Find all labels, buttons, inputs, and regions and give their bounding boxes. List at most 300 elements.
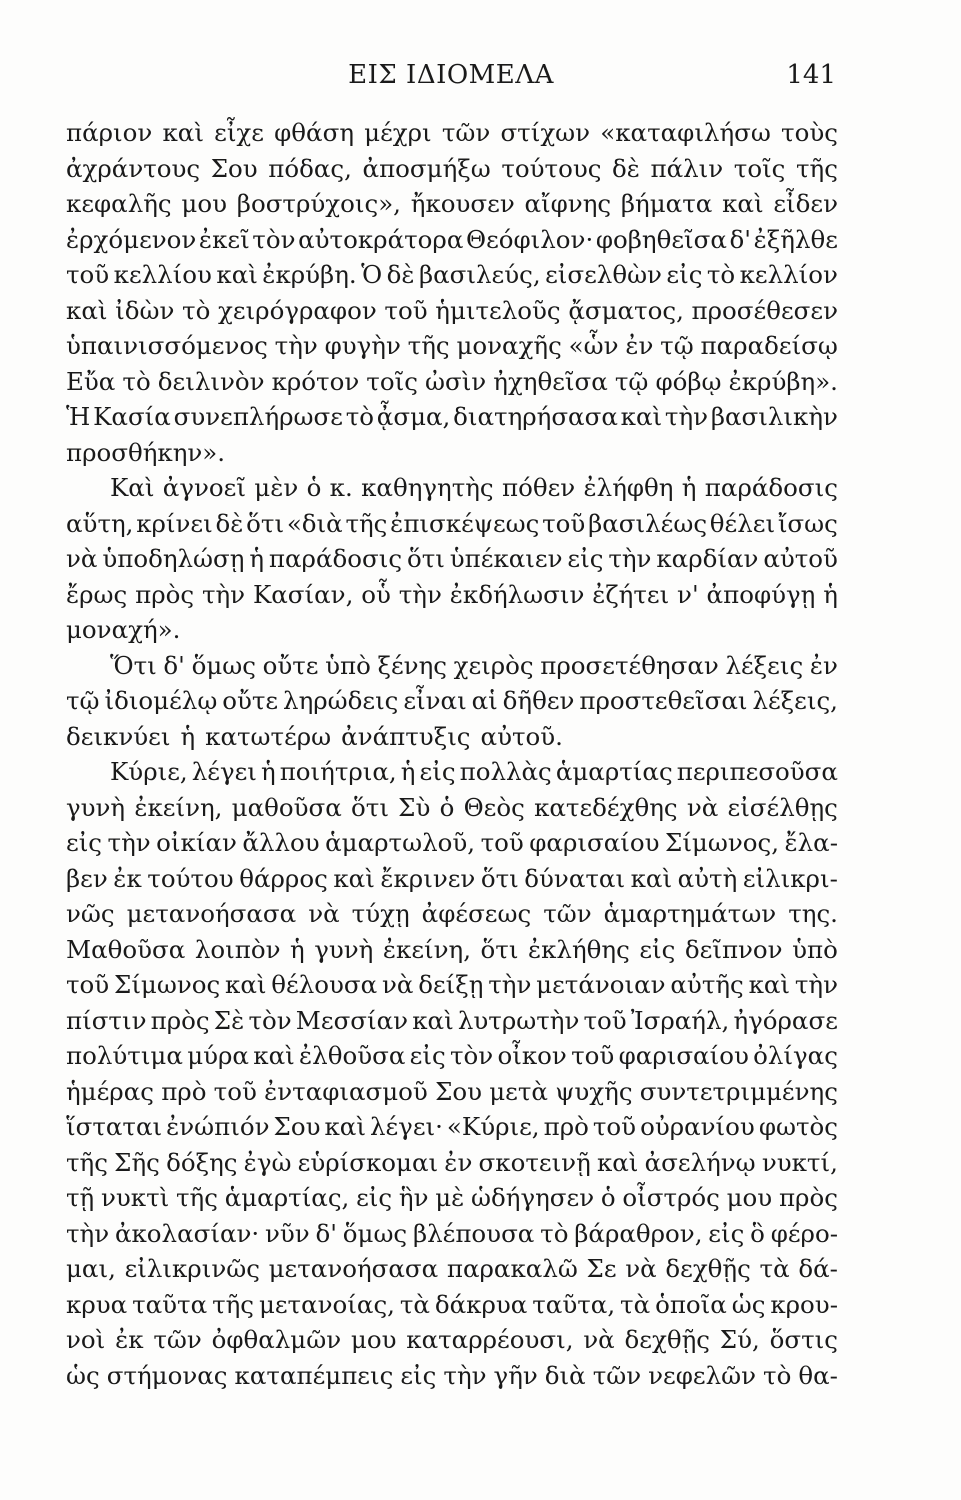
word: τοῦ <box>384 295 428 325</box>
word: ἡ <box>249 544 265 573</box>
word: καὶ <box>722 189 764 218</box>
word: εἰς <box>666 260 703 289</box>
word: θέλουσα <box>271 970 378 999</box>
word: προσέθεσεν <box>691 295 838 325</box>
word: νυκτὶ <box>100 1183 170 1212</box>
word: ἁμαρτωλοῦ, <box>325 828 476 857</box>
word: νῦν <box>264 1218 310 1248</box>
word: κρίνει <box>136 508 213 538</box>
word: πάλιν <box>650 153 724 183</box>
word: Σε <box>586 1254 617 1283</box>
word: ἐκ <box>115 1325 144 1354</box>
word: τῆς <box>176 1183 218 1212</box>
word: τὴν <box>488 970 532 999</box>
word: καρδίαν <box>656 544 759 573</box>
word: εἰς <box>409 1041 446 1070</box>
word: μετανοήσασα <box>268 1254 439 1283</box>
word: κελλίον <box>739 260 838 289</box>
text-line <box>66 186 838 222</box>
word: ἐκλήθης <box>527 934 630 964</box>
word: βεν <box>66 863 108 893</box>
word: θέλει <box>709 508 776 538</box>
word: ὑπαινισσόμενος <box>66 331 268 360</box>
word: δεῖπνον <box>684 934 783 964</box>
word: ἐκδήλωσιν <box>449 579 585 609</box>
word: εἰσελθὼν <box>545 260 662 289</box>
word: καὶ <box>225 970 267 999</box>
word: οὗ <box>361 579 391 609</box>
word: μετανοίας, <box>258 1289 395 1319</box>
word: διὰ <box>544 1360 586 1390</box>
word: δεχθῇς <box>665 1254 751 1283</box>
word: οὔτε <box>222 686 279 715</box>
word: τοῦ <box>213 1076 257 1106</box>
word: νὰ <box>66 544 98 573</box>
word: ἡ <box>290 934 305 964</box>
word: εἶδεν <box>773 189 838 218</box>
word: φθάση <box>274 118 354 147</box>
word: τοῦ <box>480 828 524 857</box>
text-line <box>66 1358 838 1394</box>
word: πρὸς <box>135 579 195 609</box>
word: ἵσταται <box>66 1112 163 1141</box>
word: τὰ <box>620 1289 651 1319</box>
word: μου <box>726 1183 773 1212</box>
word: καὶ <box>216 260 258 289</box>
word: ὃ <box>750 1218 765 1248</box>
word: ν' <box>677 579 699 609</box>
word: φαρισαίου <box>529 828 660 857</box>
word: φόβῳ <box>655 366 722 396</box>
word: καὶ <box>162 118 204 147</box>
page-header <box>66 54 836 94</box>
word: εἰς <box>66 828 103 857</box>
word: ᾆσμα, <box>376 402 451 431</box>
word: μετὰ <box>489 1076 548 1106</box>
word: ἡ <box>823 579 838 609</box>
word: ἴσως <box>777 508 838 538</box>
word: δ' <box>163 650 185 680</box>
text-line <box>66 683 838 719</box>
word: ἐκείνη, <box>134 792 223 822</box>
word: ἡμέρας <box>66 1076 154 1106</box>
word: ἀφέσεως <box>421 899 532 928</box>
word: καταπέμπεις <box>234 1360 394 1390</box>
word: μύρα <box>187 1041 249 1070</box>
word: εἶναι <box>403 686 467 715</box>
word: φοβηθεῖσα <box>595 224 727 254</box>
word: Σίμωνος <box>114 970 221 999</box>
word: τὴν <box>274 331 318 360</box>
word: τῆς <box>212 1289 255 1319</box>
word: τὰ <box>399 1289 430 1319</box>
word: χειρόγραφον <box>218 295 377 325</box>
text-line <box>66 1251 838 1287</box>
word: τῆς <box>795 153 838 183</box>
word: αὐτοῦ. <box>480 721 563 751</box>
word: τοῦ <box>542 508 586 538</box>
word: πρὸ <box>161 1076 207 1106</box>
word: καὶ <box>324 1112 366 1141</box>
text-line <box>66 1145 838 1181</box>
word: ἐκρύβη. <box>262 260 357 289</box>
word: λέξεις <box>725 650 804 680</box>
word: ἀποσμήξω <box>362 153 491 183</box>
word: καταρρέουσι, <box>406 1325 574 1354</box>
text-line <box>66 541 838 577</box>
word: Σὺ <box>398 792 431 822</box>
word: ὀφθαλμῶν <box>211 1325 342 1354</box>
word: κρότον <box>271 366 360 396</box>
word: Σου <box>273 1112 321 1141</box>
word: πόδας, <box>268 153 352 183</box>
word: τῶν <box>543 899 592 928</box>
word: τοῦ <box>583 1005 627 1035</box>
word: τούτους <box>501 153 602 183</box>
word: κελλίου <box>113 260 212 289</box>
text-line <box>66 754 838 790</box>
word: καὶ <box>620 402 663 431</box>
word: ἁμαρτίας <box>555 757 673 786</box>
text-line <box>66 932 838 968</box>
word: οὔτε <box>262 650 319 680</box>
word: ὅμως <box>342 1218 408 1248</box>
word: λέξεις, <box>752 686 838 715</box>
text-line <box>66 896 838 932</box>
word: δῆθεν <box>502 686 575 715</box>
word: ἣν <box>398 1183 429 1212</box>
word: αὐτῆς <box>670 970 744 999</box>
word: νὰ <box>686 792 719 822</box>
word: τὴν <box>201 579 246 609</box>
word: δειλινὸν <box>157 366 265 396</box>
word: τῷ <box>66 686 100 715</box>
word: μετανοήσασα <box>126 899 297 928</box>
text-line <box>66 115 838 151</box>
word: τῆς <box>345 508 388 538</box>
word: Μεσσίαν <box>295 1005 409 1035</box>
word: Ὅτι <box>110 650 157 680</box>
word: εἰς <box>400 1360 437 1390</box>
word: ἐν <box>625 331 654 360</box>
word: ἰδὼν <box>115 295 175 325</box>
word: τὸν <box>248 1005 292 1035</box>
word: ταῦτα <box>132 1289 208 1319</box>
word: εἰς <box>419 757 456 786</box>
word: αἱ <box>471 686 498 715</box>
word: ἐρχόμενον <box>66 224 197 254</box>
word: τῆς <box>66 1147 108 1177</box>
word: εἰς <box>567 544 604 573</box>
word: εἰς <box>639 934 676 964</box>
word: τὸν <box>252 224 296 254</box>
word: ὅτι <box>480 934 519 964</box>
word: ταῦτα, <box>532 1289 616 1319</box>
word: ἀγνοεῖ <box>162 473 246 502</box>
word: Κασίαν, <box>252 579 354 609</box>
word: βλέπουσα <box>412 1218 535 1248</box>
word: εὑρίσκομαι <box>297 1147 439 1177</box>
word: ποιήτρια, <box>279 757 397 786</box>
word: Ἡ <box>66 402 91 431</box>
text-line <box>66 328 838 364</box>
word: «καταφιλήσω <box>600 118 771 147</box>
word: βασιλικὴν <box>710 402 838 431</box>
word: τοῖς <box>366 366 418 396</box>
word: νυκτί, <box>761 1147 838 1177</box>
word: ὅτι <box>480 863 519 893</box>
word: ᾄσματος, <box>568 295 684 325</box>
word: δά- <box>798 1254 838 1283</box>
text-line <box>66 1322 838 1358</box>
word: νοὶ <box>66 1325 106 1354</box>
word: ὑποδηλώσῃ <box>102 544 245 573</box>
word: ὅμως <box>191 650 256 680</box>
word: στίχων <box>500 118 591 147</box>
word: τὴν <box>443 1360 487 1390</box>
word: βασιλέως <box>588 508 708 538</box>
word: «διὰ <box>286 508 343 538</box>
text-line <box>66 399 838 435</box>
word: Θεὸς <box>463 792 525 822</box>
text-line <box>66 1038 838 1074</box>
text-line <box>66 1003 838 1039</box>
word: τὸ <box>706 260 736 289</box>
word: ἐγὼ <box>243 1147 292 1177</box>
word: ἐν <box>444 1147 473 1177</box>
word: προσετέθησαν <box>540 650 719 680</box>
text-line <box>66 151 838 187</box>
word: ψυχῆς <box>555 1076 633 1106</box>
word: μαθοῦσα <box>231 792 342 822</box>
word: κ. <box>329 473 353 502</box>
word: περιπεσοῦσα <box>676 757 838 786</box>
word: τὸν <box>450 1041 494 1070</box>
text-line <box>66 612 838 648</box>
word: τούτου <box>147 863 234 893</box>
word: δόξης <box>166 1147 238 1177</box>
text-line <box>66 861 838 897</box>
word: ἐξῆλθε <box>753 224 838 254</box>
text-line <box>66 1074 838 1110</box>
word: ἐκεῖ <box>198 224 250 254</box>
word: κατωτέρω <box>205 721 332 751</box>
word: νὰ <box>625 1254 657 1283</box>
word: συντετριμμένης <box>639 1076 838 1106</box>
word: Ὁ <box>361 260 383 289</box>
word: βάραθρον, <box>574 1218 703 1248</box>
text-line <box>66 1109 838 1145</box>
word: ξένης <box>377 650 447 680</box>
word: φωτὸς <box>758 1112 838 1141</box>
word: καὶ <box>596 1147 639 1177</box>
word: καὶ <box>253 1041 295 1070</box>
word: λυτρωτὴν <box>457 1005 580 1035</box>
word: τοῦ <box>592 1112 637 1141</box>
word: τὴν <box>107 828 151 857</box>
word: ἐπισκέψεως <box>390 508 540 538</box>
word: δὲ <box>386 260 415 289</box>
text-line <box>66 1216 838 1252</box>
word: ὡδήγησεν <box>471 1183 595 1212</box>
word: ἄλλου <box>242 828 320 857</box>
word: τοῦ <box>571 1041 615 1070</box>
word: ἡ <box>260 757 276 786</box>
word: τὰ <box>759 1254 790 1283</box>
word: διατηρήσασα <box>453 402 618 431</box>
word: καὶ <box>412 1005 454 1035</box>
word: πολλὰς <box>459 757 552 786</box>
word: ὡς <box>66 1360 100 1390</box>
word: καθηγητὴς <box>361 473 494 502</box>
word: ἤκουσεν <box>410 189 515 218</box>
word: ἐνώπιόν <box>166 1112 270 1141</box>
word: δὲ <box>612 153 640 183</box>
word: κεφαλῆς <box>66 189 172 218</box>
word: βασιλεύς, <box>418 260 541 289</box>
word: γυνὴ <box>314 934 374 964</box>
word: νὰ <box>308 899 340 928</box>
word: Καὶ <box>110 473 155 502</box>
word: τὸ <box>122 366 151 396</box>
word: γυνὴ <box>66 792 126 822</box>
word: τὸ <box>540 1218 569 1248</box>
word: ἁμαρτίας, <box>224 1183 350 1212</box>
word: τῆς <box>407 331 450 360</box>
word: τὸ <box>763 1360 792 1390</box>
word: λοιπὸν <box>194 934 281 964</box>
word: ἔκρινεν <box>380 863 476 893</box>
word: τύχῃ <box>351 899 410 928</box>
word: φέρο- <box>770 1218 838 1248</box>
word: εἰλικρι- <box>742 863 838 893</box>
word: ὁ <box>306 473 322 502</box>
word: «ὧν <box>568 331 619 360</box>
word: ὁ <box>439 792 455 822</box>
word: τῇ <box>66 1183 95 1212</box>
text-line <box>66 364 838 400</box>
word: φυγὴν <box>324 331 401 360</box>
word: τῷ <box>660 331 694 360</box>
word: Σὲ <box>213 1005 245 1035</box>
word: τὴν <box>66 1218 110 1248</box>
word: τῷ <box>614 366 649 396</box>
word: ἀνάπτυξις <box>341 721 471 751</box>
word: τοῖς <box>733 153 786 183</box>
word: πόθεν <box>501 473 576 502</box>
word: ληρώδεις <box>283 686 399 715</box>
word: ὅστις <box>769 1325 838 1354</box>
word: δύναται <box>524 863 626 893</box>
word: ὑπὸ <box>325 650 371 680</box>
word: κατεδέχθης <box>534 792 678 822</box>
text-line <box>66 790 838 826</box>
word: Σίμωνος, <box>665 828 779 857</box>
word: νεφελῶν <box>648 1360 756 1390</box>
text-line <box>66 257 838 293</box>
word: χειρὸς <box>453 650 534 680</box>
word: ἡ <box>400 757 416 786</box>
word: μου <box>181 189 227 218</box>
word: Σου <box>210 153 258 183</box>
text-line <box>66 719 838 755</box>
word: μετάνοιαν <box>536 970 666 999</box>
word: ἐνταφιασμοῦ <box>264 1076 428 1106</box>
word: τῶν <box>441 118 491 147</box>
word: της. <box>788 899 838 928</box>
word: θάρρος <box>239 863 328 893</box>
word: ἐκρύβη». <box>728 366 838 396</box>
word: Κύριε, <box>110 757 188 786</box>
word: τὸ <box>182 295 211 325</box>
word: ὑπέκαιεν <box>449 544 563 573</box>
word: ἁμαρτημάτων <box>603 899 777 928</box>
word: ἔλα- <box>784 828 838 857</box>
word: παραδείσῳ <box>700 331 838 360</box>
word: ἡμιτελοῦς <box>435 295 561 325</box>
word: λέγει <box>191 757 257 786</box>
word: νῶς <box>66 899 115 928</box>
word: στήμονας <box>106 1360 228 1390</box>
word: μοναχή». <box>66 615 181 644</box>
word: ὅτι <box>246 508 285 538</box>
word: εἶχε <box>214 118 264 147</box>
word: τὴν <box>608 544 652 573</box>
text-line <box>66 967 838 1003</box>
word: σκοτεινῇ <box>478 1147 591 1177</box>
word: μὲν <box>254 473 299 502</box>
text-line <box>66 293 838 329</box>
word: οὐρανίου <box>640 1112 755 1141</box>
word: δεικνύει <box>66 721 171 751</box>
word: εἰσέλθῃς <box>727 792 838 822</box>
word: ὀλίγας <box>753 1041 838 1070</box>
word: Σῆς <box>114 1147 160 1177</box>
word: ἡ <box>681 473 697 502</box>
word: ὅτι <box>351 792 389 822</box>
word: Θεόφιλον· <box>465 224 594 254</box>
word: νὰ <box>381 970 414 999</box>
word: Εὔα <box>66 366 116 396</box>
word: ἀσελήνῳ <box>644 1147 756 1177</box>
word: οἰκίαν <box>156 828 237 857</box>
word: μὲ <box>435 1183 465 1212</box>
word: ἠγόρασε <box>733 1005 838 1035</box>
word: τῶν <box>153 1325 202 1354</box>
word: Μαθοῦσα <box>66 934 186 964</box>
word: εἰλικρινῶς <box>124 1254 260 1283</box>
word: καὶ <box>333 863 375 893</box>
text-line <box>66 222 838 258</box>
word: προστεθεῖσαι <box>579 686 748 715</box>
word: δ' <box>315 1218 337 1248</box>
word: καὶ <box>748 970 791 999</box>
word: κρυα <box>66 1289 128 1319</box>
word: ἐλθοῦσα <box>299 1041 406 1070</box>
word: οἶκον <box>497 1041 567 1070</box>
word: παρακαλῶ <box>446 1254 578 1283</box>
word: παράδοσις <box>704 473 838 502</box>
word: πίστιν <box>66 1005 147 1035</box>
word: ἀχράντους <box>66 153 201 183</box>
word: τὴν <box>398 579 442 609</box>
word: Ἰσραήλ, <box>630 1005 730 1035</box>
running-title: ΕΙΣ ΙΔΙΟΜΕΛΑ <box>348 60 554 90</box>
text-line <box>66 470 838 506</box>
word: εἰς <box>356 1183 393 1212</box>
word: πρὸς <box>150 1005 210 1035</box>
word: παράδοσις <box>268 544 403 573</box>
